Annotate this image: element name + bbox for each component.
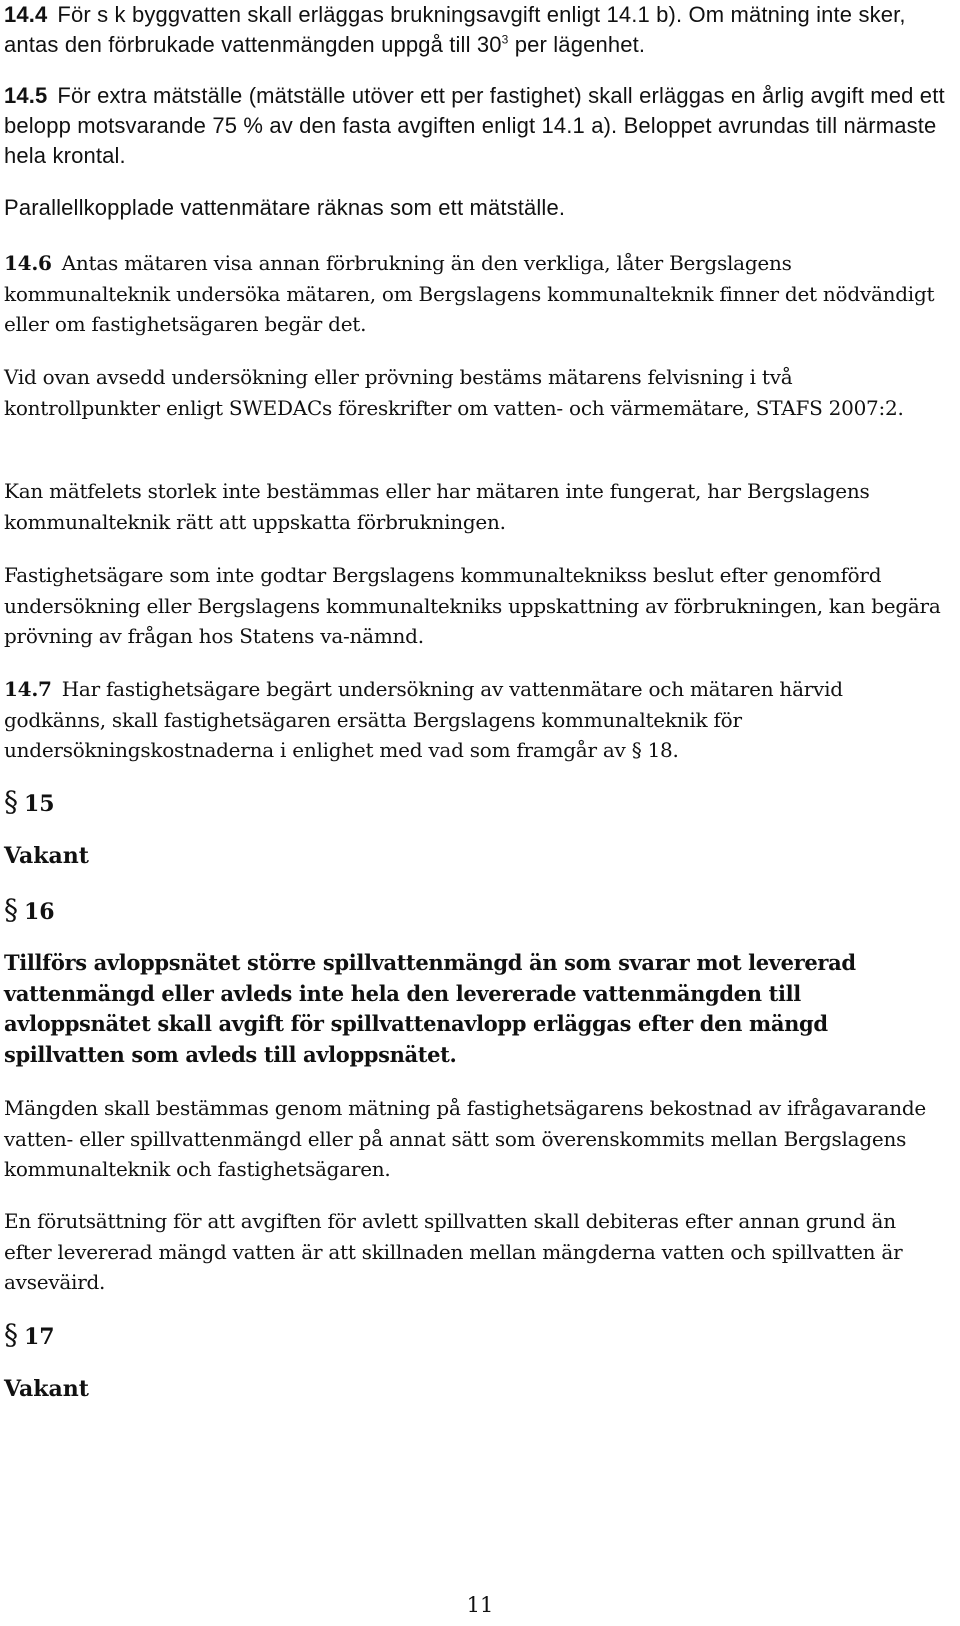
section-heading-16 bbox=[4, 895, 55, 927]
section-heading-15 bbox=[4, 787, 55, 819]
section-symbol: § bbox=[4, 1318, 18, 1351]
section-symbol: § bbox=[4, 785, 18, 818]
section-number: 16 bbox=[24, 899, 55, 925]
paragraph-text: För extra mätställe (mätställe utöver ett per fastighet) skall erläggas en årlig avgift med ett belopp motsvarande 75 % av den fasta avgiften enligt 14.1 a). Beloppet avrundas till närmaste hela krontal. bbox=[4, 83, 945, 168]
page-number: 11 bbox=[466, 1593, 494, 1617]
paragraph-14-5 bbox=[4, 81, 949, 171]
paragraph-number: 14.4 bbox=[4, 2, 48, 27]
paragraph-14-7 bbox=[4, 674, 949, 766]
section-15-subtitle: Vakant bbox=[4, 843, 89, 869]
paragraph-number: 14.6 bbox=[4, 251, 52, 275]
paragraph-forutsattning: En förutsättning för att avgiften för avlett spillvatten skall debiteras efter annan grund än efter levererad mängd vatten är att skillnaden mellan mängderna vatten och spillvatten är avseväird. bbox=[4, 1209, 903, 1294]
paragraph-text: För s k byggvatten skall erläggas brukningsavgift enligt 14.1 b). Om mätning inte sker, antas den förbrukade vattenmängden uppgå till 30 bbox=[4, 2, 906, 57]
paragraph-number: 14.7 bbox=[4, 677, 52, 701]
paragraph-kan: Kan mätfelets storlek inte bestämmas eller har mätaren inte fungerat, har Bergslagens kommunalteknik rätt att uppskatta förbrukningen. bbox=[4, 479, 870, 534]
paragraph-mangden: Mängden skall bestämmas genom mätning på fastighetsägarens bekostnad av ifrågavarande vatten- eller spillvattenmängd eller på annat sätt som överenskommits mellan Bergslagens kommunalteknik och fastighetsägaren. bbox=[4, 1096, 926, 1181]
paragraph-parallel: Parallellkopplade vattenmätare räknas som ett mätställe. bbox=[4, 195, 566, 220]
paragraph-number: 14.5 bbox=[4, 83, 48, 108]
paragraph-vid-ovan: Vid ovan avsedd undersökning eller prövning bestäms mätarens felvisning i två kontrollpunkter enligt SWEDACs föreskrifter om vatten- och värmemätare, STAFS 2007:2. bbox=[4, 365, 904, 420]
paragraph-text: Har fastighetsägare begärt undersökning av vattenmätare och mätaren härvid godkänns, skall fastighetsägaren ersätta Bergslagens kommunalteknik för undersökningskostnaderna i enlighet med vad som framgår av § 18. bbox=[4, 677, 843, 762]
section-heading-17 bbox=[4, 1320, 55, 1352]
paragraph-14-4 bbox=[4, 0, 949, 60]
paragraph-text-end: per lägenhet. bbox=[508, 32, 646, 57]
paragraph-16-bold: Tillförs avloppsnätet större spillvattenmängd än som svarar mot levererad vattenmängd eller avleds inte hela den levererade vattenmängden till avloppsnätet skall avgift för spillvattenavlopp erläggas efter den mängd spillvatten som avleds till avloppsnätet. bbox=[4, 950, 856, 1067]
superscript: 3 bbox=[501, 32, 509, 47]
section-number: 15 bbox=[24, 791, 55, 817]
paragraph-14-6 bbox=[4, 248, 949, 340]
section-number: 17 bbox=[24, 1324, 55, 1350]
section-symbol: § bbox=[4, 893, 18, 926]
paragraph-fastighetsagare: Fastighetsägare som inte godtar Bergslagens kommunalteknikss beslut efter genomförd undersökning eller Bergslagens kommunaltekniks uppskattning av förbrukningen, kan begära prövning av frågan hos Statens va-nämnd. bbox=[4, 563, 941, 648]
section-17-subtitle: Vakant bbox=[4, 1376, 89, 1402]
paragraph-text: Antas mätaren visa annan förbrukning än den verkliga, låter Bergslagens kommunalteknik undersöka mätaren, om Bergslagens kommunalteknik finner det nödvändigt eller om fastighetsägaren begär det. bbox=[4, 251, 935, 336]
